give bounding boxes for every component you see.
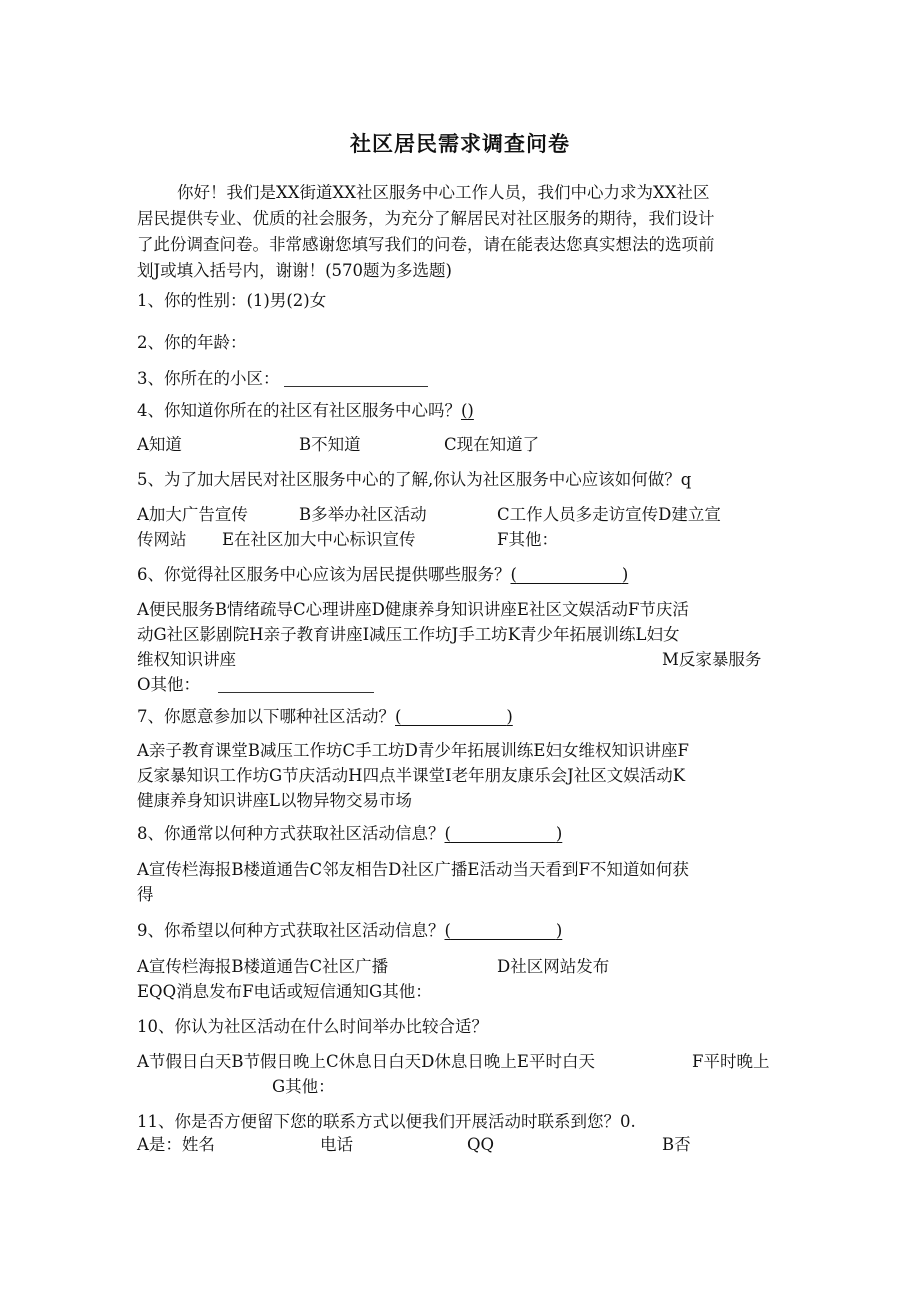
option-m-q6[interactable]: M反家暴服务 [662,650,762,669]
option-b-q11[interactable]: B否 [662,1135,691,1154]
question-4-label: 4、你知道你所在的社区有社区服务中心吗？ [137,401,461,420]
options-a-c-q9: A宣传栏海报B楼道通告C社区广播 [137,957,389,976]
question-7-label: 7、你愿意参加以下哪种社区活动？ [137,707,395,726]
page-title: 社区居民需求调查问卷 [350,132,570,156]
answer-paren-q4[interactable]: () [461,401,474,420]
question-3-label: 3、你所在的小区： [137,369,280,388]
question-9-options-2: EQQ消息发布F电话或短信通知G其他： [137,982,432,1001]
answer-paren-q9[interactable]: ( ) [444,921,563,940]
question-9 [137,918,562,944]
option-l-cont-q6: 维权知识讲座 [137,650,236,669]
intro-line-3: 了此份调查问卷。非常感谢您填写我们的问卷，请在能表达您真实想法的选项前 [137,235,715,254]
question-5: 5、为了加大居民对社区服务中心的了解,你认为社区服务中心应该如何做？q [137,470,692,489]
question-8-options-2: 得 [137,885,154,904]
answer-paren-q7[interactable]: ( ) [395,707,513,726]
question-8 [137,821,562,847]
phone-label-q11: 电话 [320,1135,353,1154]
option-c-q4[interactable]: C现在知道了 [444,435,540,454]
question-3 [137,366,428,392]
option-a-q4[interactable]: A知道 [137,435,182,454]
question-8-options-1: A宣传栏海报B楼道通告C邻友相告D社区广播E活动当天看到F不知道如何获 [137,860,689,879]
option-a-q5[interactable]: A加大广告宣传 [137,505,248,524]
question-2: 2、你的年龄： [137,333,247,352]
answer-paren-q6[interactable]: ( ) [510,565,629,584]
option-a-name-q11[interactable]: A是：姓名 [137,1135,215,1154]
option-f-q5[interactable]: F其他： [497,530,558,549]
option-c-d-q5[interactable]: C工作人员多走访宣传D建立宣 [497,505,721,524]
question-7 [137,704,513,730]
option-d-cont-q5[interactable]: 传网站 [137,530,187,549]
option-o-q6[interactable]: O其他： [137,675,201,694]
option-e-q5[interactable]: E在社区加大中心标识宣传 [222,530,416,549]
question-6-options-1: A便民服务B情绪疏导C心理讲座D健康养身知识讲座E社区文娱活动F节庆活 [137,600,689,619]
option-d-q9[interactable]: D社区网站发布 [497,957,610,976]
question-7-options-2: 反家暴知识工作坊G节庆活动H四点半课堂I老年朋友康乐会J社区文娱活动K [137,766,686,785]
other-answer-blank-q6[interactable] [218,674,374,693]
question-6 [137,562,628,588]
intro-line-2: 居民提供专业、优质的社会服务，为充分了解居民对社区服务的期待，我们设计 [137,209,715,228]
option-g-q10[interactable]: G其他： [272,1077,335,1096]
question-7-options-3: 健康养身知识讲座L以物异物交易市场 [137,791,412,810]
options-a-e-q10: A节假日白天B节假日晚上C休息日白天D休息日晚上E平时白天 [137,1052,595,1071]
question-10: 10、你认为社区活动在什么时间举办比较合适？ [137,1017,488,1036]
question-9-label: 9、你希望以何种方式获取社区活动信息？ [137,921,445,940]
option-b-q4[interactable]: B不知道 [299,435,361,454]
question-1: 1、你的性别：(1)男(2)女 [137,291,327,310]
question-6-options-4 [137,672,374,698]
option-b-q5[interactable]: B多举办社区活动 [299,505,427,524]
answer-paren-q8[interactable]: ( ) [444,824,563,843]
option-f-q10[interactable]: F平时晚上 [692,1052,770,1071]
community-answer-blank[interactable] [284,368,428,387]
intro-line-4: 划J或填入括号内，谢谢！(570题为多选题) [137,261,452,280]
question-7-options-1: A亲子教育课堂B减压工作坊C手工坊D青少年拓展训练E妇女维权知识讲座F [137,741,689,760]
question-6-options-2: 动G社区影剧院H亲子教育讲座I减压工作坊J手工坊K青少年拓展训练L妇女 [137,625,680,644]
qq-label-q11: QQ [467,1135,495,1154]
question-4 [137,398,474,424]
question-11: 11、你是否方便留下您的联系方式以便我们开展活动时联系到您？0. [137,1112,636,1131]
intro-line-1: 你好！我们是XX街道XX社区服务中心工作人员，我们中心力求为XX社区 [177,183,710,202]
question-8-label: 8、你通常以何种方式获取社区活动信息？ [137,824,445,843]
question-6-label: 6、你觉得社区服务中心应该为居民提供哪些服务？ [137,565,511,584]
